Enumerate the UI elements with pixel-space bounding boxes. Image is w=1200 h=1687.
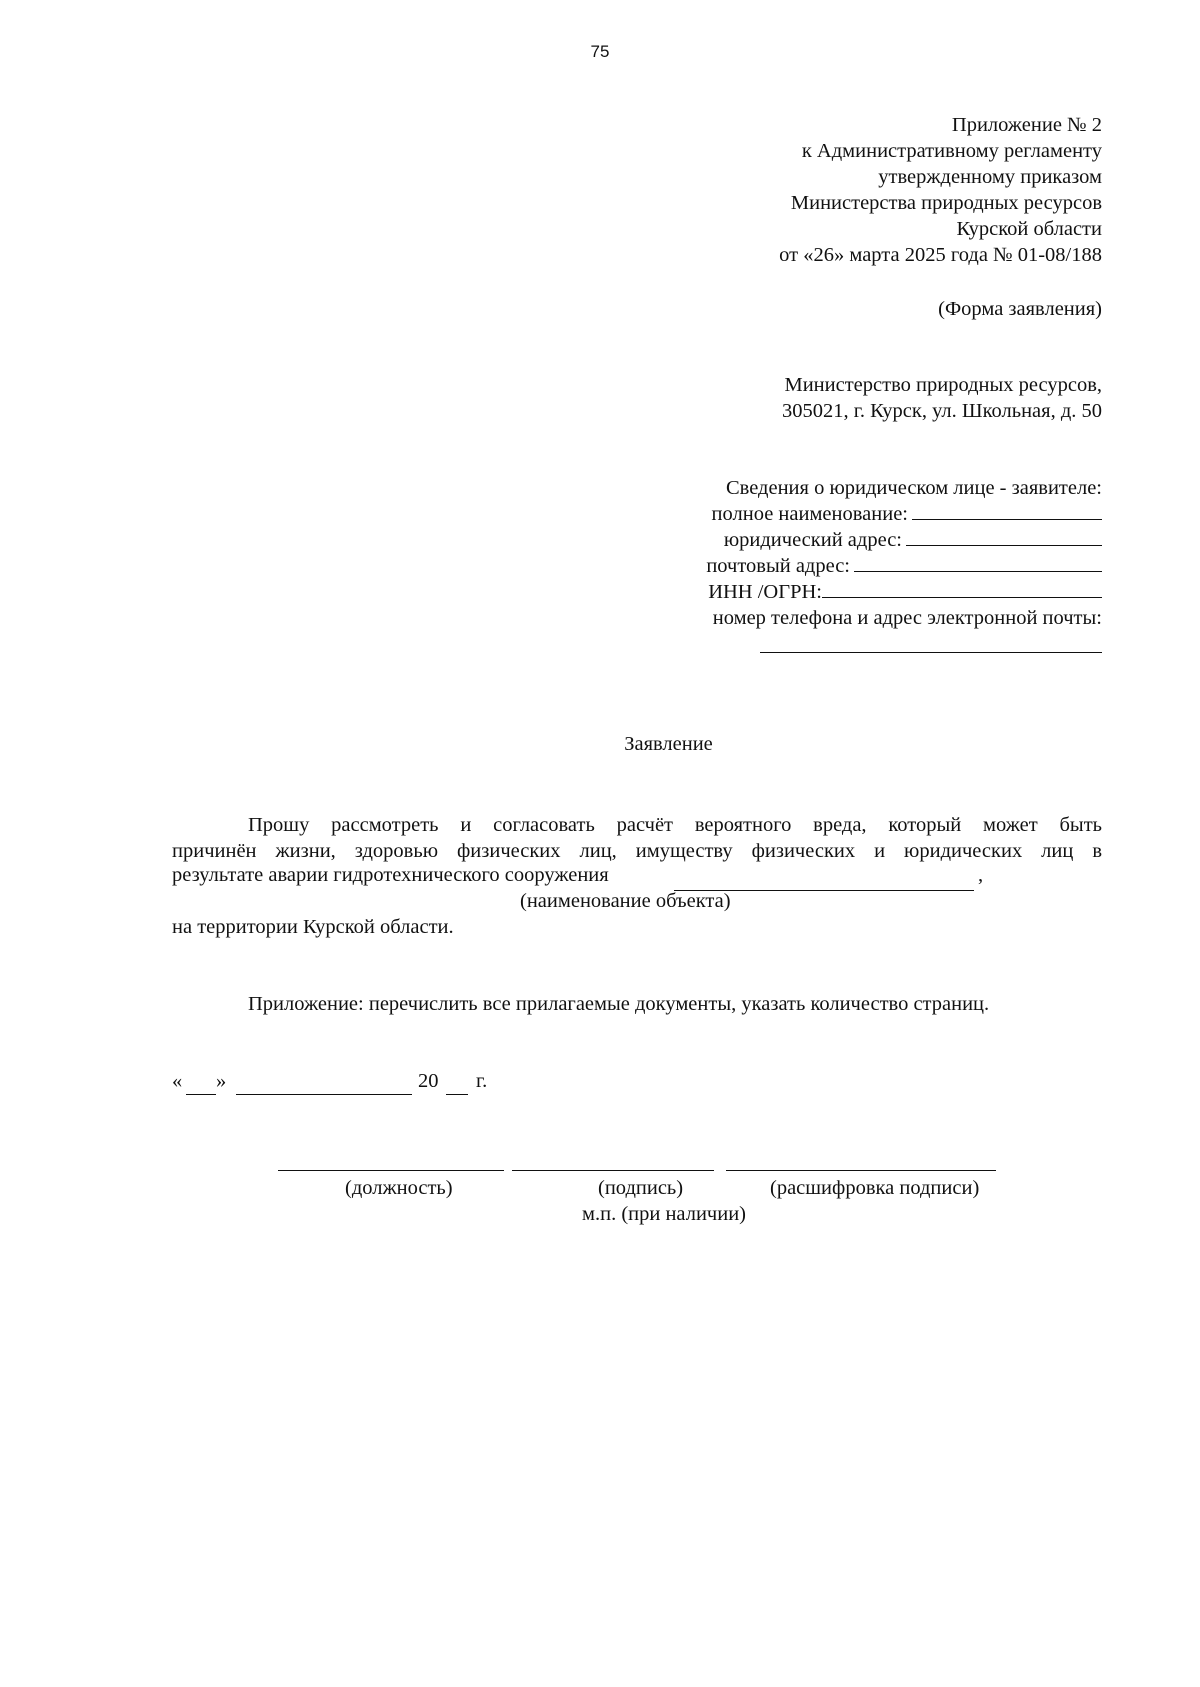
legal-address-blank — [906, 544, 1102, 546]
applicant-block — [706, 475, 1102, 631]
date-month-blank — [236, 1094, 412, 1095]
appendix-line: от «26» марта 2025 года № 01-08/188 — [779, 244, 1102, 266]
recipient-address: 305021, г. Курск, ул. Школьная, д. 50 — [782, 400, 1102, 422]
date-day-blank — [186, 1094, 216, 1095]
recipient-block — [782, 372, 1102, 424]
full-name-field — [706, 501, 1102, 527]
applicant-header: Сведения о юридическом лице - заявителе: — [726, 477, 1102, 499]
page-number: 75 — [590, 42, 610, 61]
legal-address-field — [706, 527, 1102, 553]
position-caption: (должность) — [345, 1177, 453, 1199]
statement-line-1: Прошу рассмотреть и согласовать расчёт вероятного вреда, который может быть — [248, 814, 1102, 836]
signature-caption: (подпись) — [598, 1177, 684, 1199]
appendix-line: утвержденному приказом — [878, 166, 1102, 188]
statement-title: Заявление — [624, 733, 713, 755]
postal-address-label: почтовый адрес: — [706, 555, 850, 577]
decoding-caption: (расшифровка подписи) — [770, 1177, 980, 1199]
contacts-blank — [760, 652, 1102, 653]
appendix-header — [779, 112, 1102, 268]
postal-address-field — [706, 553, 1102, 579]
form-note: (Форма заявления) — [938, 298, 1102, 320]
inn-label: ИНН /ОГРН: — [708, 581, 822, 603]
full-name-blank — [912, 518, 1102, 520]
statement-line-3: результате аварии гидротехнического сооружения — [172, 864, 609, 886]
recipient-name: Министерство природных ресурсов, — [784, 374, 1102, 396]
date-year-blank — [446, 1094, 468, 1095]
appendix-line: Приложение № 2 — [951, 114, 1102, 136]
attachment-text: Приложение: перечислить все прилагаемые документы, указать количество страниц. — [248, 993, 990, 1015]
object-caption: (наименование объекта) — [520, 890, 731, 912]
date-year-suffix: г. — [476, 1070, 488, 1092]
decoding-blank — [726, 1170, 996, 1171]
date-open-quote: « — [172, 1070, 183, 1092]
postal-address-blank — [854, 570, 1102, 572]
statement-comma: , — [978, 864, 984, 886]
statement-line-2: причинён жизни, здоровью физических лиц, имуществу физических и юридических лиц в — [172, 840, 1102, 862]
date-year-prefix: 20 — [418, 1070, 439, 1092]
full-name-label: полное наименование: — [711, 503, 908, 525]
legal-address-label: юридический адрес: — [723, 529, 902, 551]
stamp-note: м.п. (при наличии) — [582, 1203, 746, 1225]
contacts-label: номер телефона и адрес электронной почты: — [712, 607, 1102, 629]
signature-blank — [512, 1170, 714, 1171]
appendix-line: Министерства природных ресурсов — [790, 192, 1102, 214]
inn-blank — [822, 596, 1102, 598]
inn-field — [706, 579, 1102, 605]
appendix-line: к Административному регламенту — [801, 140, 1102, 162]
statement-line-4: на территории Курской области. — [172, 916, 454, 938]
position-blank — [278, 1170, 504, 1171]
appendix-line: Курской области — [956, 218, 1102, 240]
date-close-quote: » — [216, 1070, 227, 1092]
